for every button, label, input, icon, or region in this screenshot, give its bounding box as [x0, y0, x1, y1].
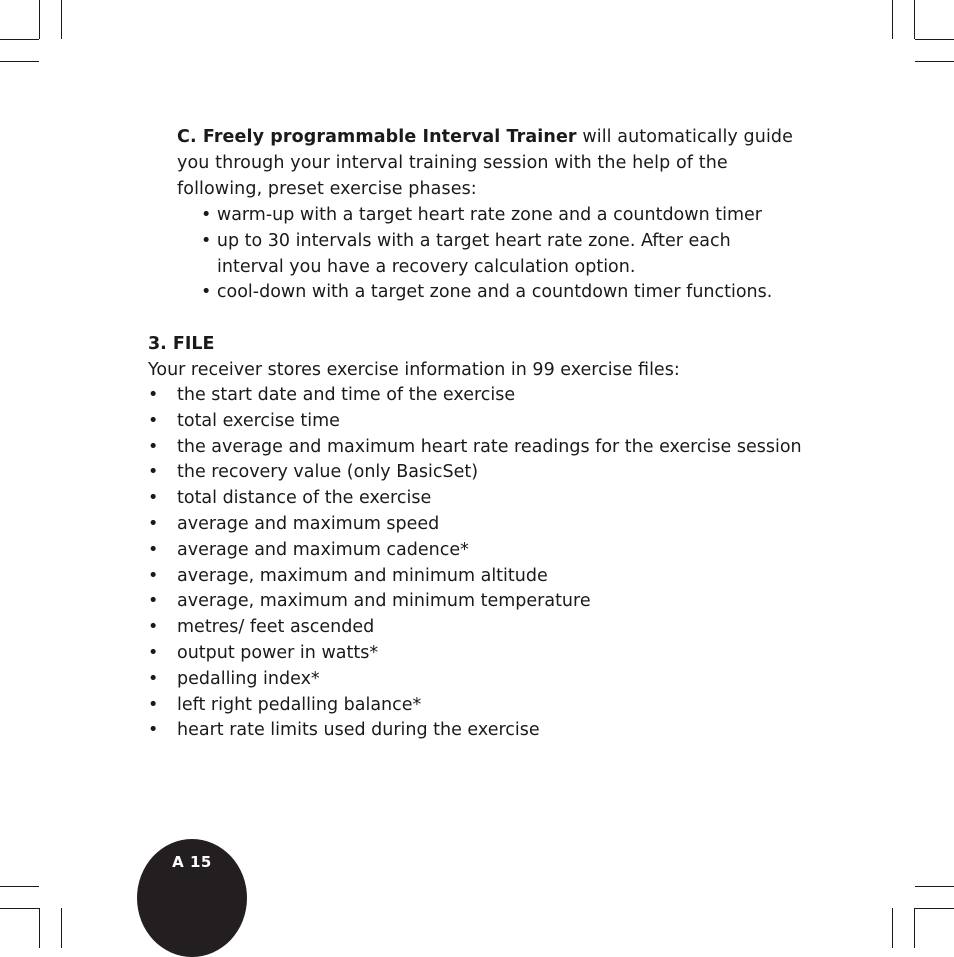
phase-warm-up: • warm-up with a target heart rate zone and a countdown timer	[201, 205, 762, 225]
file-section-intro: Your receiver stores exercise information in 99 exercise files:	[148, 360, 680, 380]
crop-mark	[915, 886, 954, 887]
list-item-text: the average and maximum heart rate readings for the exercise session	[177, 436, 802, 457]
crop-mark	[0, 886, 39, 887]
paragraph-line	[177, 124, 817, 150]
crop-mark	[915, 908, 954, 909]
crop-mark	[915, 61, 954, 62]
page-number: A 15	[172, 853, 212, 871]
crop-mark	[61, 0, 62, 39]
bullet: •	[148, 385, 159, 405]
list-item-text: pedalling index*	[177, 668, 320, 689]
list-item-text: output power in watts*	[177, 642, 379, 663]
bullet: •	[148, 694, 159, 715]
file-section-title: 3. FILE	[148, 334, 215, 354]
phase-intervals: • up to 30 intervals with a target heart rate zone. After each	[201, 231, 731, 251]
list-item-text: total distance of the exercise	[177, 488, 432, 509]
crop-mark	[892, 908, 893, 948]
crop-mark	[39, 908, 40, 948]
bullet: •	[148, 410, 159, 431]
crop-mark	[61, 908, 62, 948]
list-item-text: total exercise time	[177, 410, 340, 431]
interval-trainer-title: C. Freely programmable Interval Trainer	[177, 127, 577, 147]
paragraph-line: you through your interval training session with the help of the	[177, 153, 728, 173]
crop-mark	[0, 61, 39, 62]
list-item-text: left right pedalling balance*	[177, 694, 422, 715]
phase-cool-down: • cool-down with a target zone and a countdown timer functions.	[201, 282, 773, 302]
bullet: •	[148, 462, 159, 483]
list-item-text: average, maximum and minimum temperature	[177, 591, 591, 612]
list-item-text: average and maximum cadence*	[177, 539, 469, 560]
paragraph-line: following, preset exercise phases:	[177, 179, 477, 199]
bullet: •	[148, 513, 159, 534]
crop-mark	[914, 908, 915, 948]
bullet: •	[148, 565, 159, 586]
list-item-text: the recovery value (only BasicSet)	[177, 462, 479, 483]
list-item-text: metres/ feet ascended	[177, 617, 375, 638]
crop-mark	[915, 39, 954, 40]
bullet: •	[148, 642, 159, 663]
bullet: •	[148, 436, 159, 457]
list-item-text: average and maximum speed	[177, 513, 440, 534]
bullet: •	[148, 488, 159, 509]
crop-mark	[914, 0, 915, 39]
bullet: •	[148, 591, 159, 612]
crop-mark	[39, 0, 40, 39]
bullet: •	[148, 668, 159, 689]
list-item-text: heart rate limits used during the exercise	[177, 720, 540, 741]
paragraph-text: will automatically guide	[576, 127, 793, 147]
interval-trainer-paragraph	[177, 124, 817, 202]
list-item-text: average, maximum and minimum altitude	[177, 565, 548, 586]
page-number-badge	[137, 839, 247, 957]
crop-mark	[892, 0, 893, 39]
crop-mark	[0, 39, 39, 40]
crop-mark	[0, 908, 39, 909]
phase-intervals-continued: interval you have a recovery calculation option.	[217, 257, 636, 277]
list-item-text: the start date and time of the exercise	[177, 385, 516, 405]
bullet: •	[148, 617, 159, 638]
bullet: •	[148, 720, 159, 741]
bullet: •	[148, 539, 159, 560]
